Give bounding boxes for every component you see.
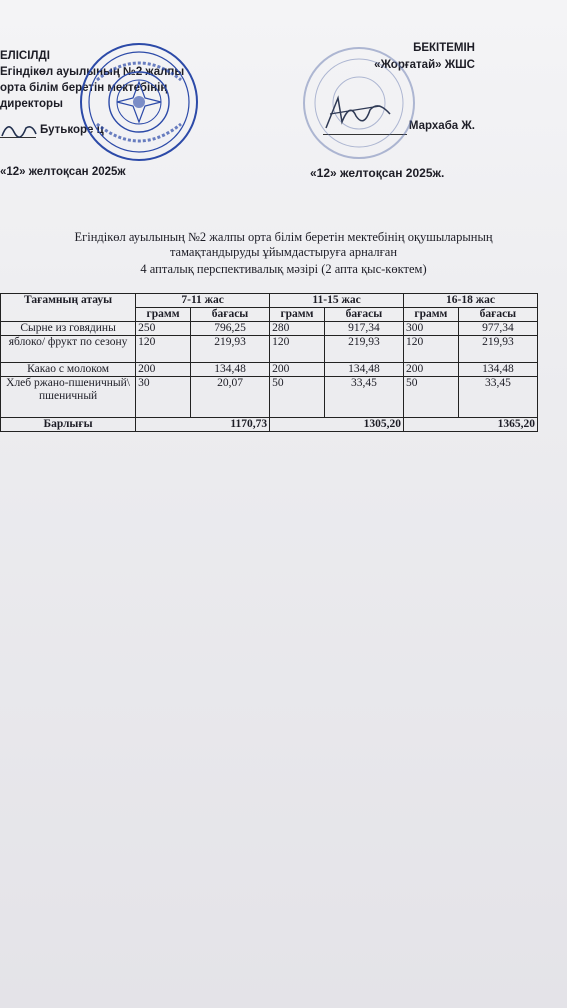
approval-left-title: ЕЛІСІЛДІ <box>0 50 50 62</box>
menu-table <box>0 293 538 432</box>
approval-right-title: БЕКІТЕМІН <box>413 42 475 54</box>
cell-gram: 120 <box>270 336 325 363</box>
approval-right-org: «Жорғатай» ЖШС <box>374 59 475 71</box>
approval-left-line3: орта білім беретін мектебінің <box>0 82 168 94</box>
cell-gram: 200 <box>270 363 325 377</box>
signature-name-left: Бутькоре ц <box>40 124 104 136</box>
cell-gram: 300 <box>404 322 459 336</box>
signature-left-image <box>0 118 40 142</box>
date-left: «12» желтоқсан 2025ж <box>0 166 126 178</box>
header-dish-name: Тағамның атауы <box>1 294 136 322</box>
table-row <box>1 377 538 418</box>
cell-gram: 50 <box>404 377 459 418</box>
table-row <box>1 336 538 363</box>
total-row <box>1 418 538 432</box>
total-value: 1365,20 <box>404 418 538 432</box>
subheader-gram: грамм <box>404 308 459 322</box>
date-right: «12» желтоқсан 2025ж. <box>310 166 445 180</box>
subheader-gram: грамм <box>270 308 325 322</box>
approval-left-line4: директоры <box>0 98 63 110</box>
total-value: 1170,73 <box>136 418 270 432</box>
header-age-group: 16-18 жас <box>404 294 538 308</box>
total-value: 1305,20 <box>270 418 404 432</box>
cell-price: 796,25 <box>190 322 269 336</box>
cell-price: 219,93 <box>458 336 537 363</box>
signature-right-image <box>320 92 400 134</box>
subheader-price: бағасы <box>458 308 537 322</box>
table-row <box>1 363 538 377</box>
cell-price: 977,34 <box>458 322 537 336</box>
signature-name-right: Мархаба Ж. <box>408 120 475 132</box>
cell-gram: 200 <box>404 363 459 377</box>
cell-price: 33,45 <box>324 377 403 418</box>
cell-price: 20,07 <box>190 377 269 418</box>
cell-gram: 30 <box>136 377 191 418</box>
dish-name: Сырне из говядины <box>1 322 136 336</box>
document-title-line1: Егіндікөл ауылының №2 жалпы орта білім беретін мектебінің оқушыларының <box>74 230 493 244</box>
school-seal-image <box>77 40 201 164</box>
cell-price: 917,34 <box>324 322 403 336</box>
cell-price: 134,48 <box>324 363 403 377</box>
subheader-gram: грамм <box>136 308 191 322</box>
cell-price: 219,93 <box>190 336 269 363</box>
cell-gram: 120 <box>404 336 459 363</box>
cell-price: 33,45 <box>458 377 537 418</box>
cell-price: 134,48 <box>190 363 269 377</box>
cell-gram: 250 <box>136 322 191 336</box>
table-header-row <box>1 294 538 308</box>
cell-price: 134,48 <box>458 363 537 377</box>
cell-gram: 120 <box>136 336 191 363</box>
approval-left-line2: Егіндікөл ауылының №2 жалпы <box>0 66 185 78</box>
header-age-group: 11-15 жас <box>270 294 404 308</box>
document-title-line3: 4 апталық перспективалық мәзірі (2 апта қыс-көктем) <box>140 262 427 276</box>
cell-price: 219,93 <box>324 336 403 363</box>
total-label: Барлығы <box>1 418 136 432</box>
cell-gram: 280 <box>270 322 325 336</box>
dish-name: яблоко/ фрукт по сезону <box>1 336 136 363</box>
cell-gram: 50 <box>270 377 325 418</box>
document-title-line2: тамақтандыруды ұйымдастыруға арналған <box>169 245 398 259</box>
subheader-price: бағасы <box>324 308 403 322</box>
table-row <box>1 322 538 336</box>
cell-gram: 200 <box>136 363 191 377</box>
header-age-group: 7-11 жас <box>136 294 270 308</box>
dish-name: Хлеб ржано-пшеничный\ пшеничный <box>1 377 136 418</box>
subheader-price: бағасы <box>190 308 269 322</box>
dish-name: Какао с молоком <box>1 363 136 377</box>
